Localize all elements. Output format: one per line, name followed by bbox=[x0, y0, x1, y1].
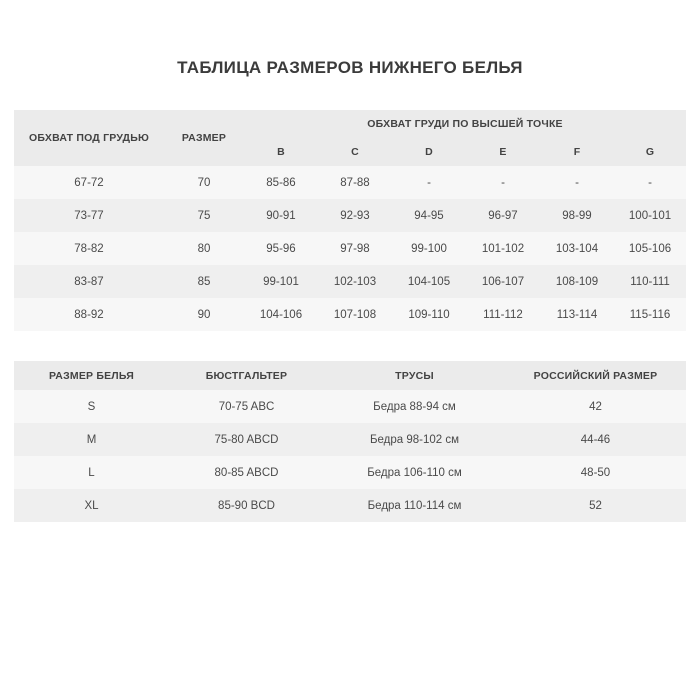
table2-header-row bbox=[14, 361, 686, 390]
header-underwear-size: РАЗМЕР БЕЛЬЯ bbox=[14, 361, 169, 390]
cell-underbust: 73-77 bbox=[14, 199, 164, 232]
cell-cup-e: 111-112 bbox=[466, 298, 540, 331]
cell-cup-e: 96-97 bbox=[466, 199, 540, 232]
header-underbust: ОБХВАТ ПОД ГРУДЬЮ bbox=[14, 110, 164, 166]
cell-cup-e: 106-107 bbox=[466, 265, 540, 298]
cell-cup-d: 99-100 bbox=[392, 232, 466, 265]
cell-cup-f: 113-114 bbox=[540, 298, 614, 331]
cell-cup-d: 104-105 bbox=[392, 265, 466, 298]
table2-head bbox=[14, 361, 686, 390]
cell-cup-d: - bbox=[392, 166, 466, 199]
cell-cup-g: - bbox=[614, 166, 686, 199]
cell-size: 75 bbox=[164, 199, 244, 232]
cell-cup-c: 92-93 bbox=[318, 199, 392, 232]
header-cup-g: G bbox=[614, 138, 686, 166]
cell-russian-size: 42 bbox=[505, 390, 686, 423]
cell-bra: 80-85 ABCD bbox=[169, 456, 324, 489]
cell-cup-f: 98-99 bbox=[540, 199, 614, 232]
cell-bra: 70-75 ABC bbox=[169, 390, 324, 423]
cell-cup-b: 104-106 bbox=[244, 298, 318, 331]
table-row bbox=[14, 456, 686, 489]
header-cup-c: C bbox=[318, 138, 392, 166]
table-row bbox=[14, 232, 686, 265]
cell-underwear-size: S bbox=[14, 390, 169, 423]
header-cup-d: D bbox=[392, 138, 466, 166]
cell-cup-d: 109-110 bbox=[392, 298, 466, 331]
cell-cup-c: 97-98 bbox=[318, 232, 392, 265]
table-row bbox=[14, 390, 686, 423]
cell-cup-c: 107-108 bbox=[318, 298, 392, 331]
cell-cup-c: 102-103 bbox=[318, 265, 392, 298]
cell-size: 85 bbox=[164, 265, 244, 298]
cell-russian-size: 52 bbox=[505, 489, 686, 522]
header-cup-f: F bbox=[540, 138, 614, 166]
cell-cup-f: 103-104 bbox=[540, 232, 614, 265]
table1-head bbox=[14, 110, 686, 166]
cell-underwear-size: XL bbox=[14, 489, 169, 522]
cell-cup-c: 87-88 bbox=[318, 166, 392, 199]
table1-body bbox=[14, 166, 686, 331]
bra-measurement-table bbox=[14, 110, 686, 331]
table-row bbox=[14, 423, 686, 456]
cell-underwear-size: M bbox=[14, 423, 169, 456]
cell-cup-g: 100-101 bbox=[614, 199, 686, 232]
cell-underbust: 83-87 bbox=[14, 265, 164, 298]
cell-russian-size: 44-46 bbox=[505, 423, 686, 456]
cell-cup-g: 105-106 bbox=[614, 232, 686, 265]
cell-cup-g: 115-116 bbox=[614, 298, 686, 331]
table-row bbox=[14, 489, 686, 522]
table-row bbox=[14, 298, 686, 331]
cell-cup-b: 85-86 bbox=[244, 166, 318, 199]
cell-underwear-size: L bbox=[14, 456, 169, 489]
cell-cup-e: 101-102 bbox=[466, 232, 540, 265]
cell-bra: 85-90 BCD bbox=[169, 489, 324, 522]
cell-panties: Бедра 88-94 см bbox=[324, 390, 505, 423]
clothing-size-table bbox=[14, 361, 686, 522]
table-row bbox=[14, 265, 686, 298]
table-row bbox=[14, 166, 686, 199]
cell-underbust: 67-72 bbox=[14, 166, 164, 199]
table-row bbox=[14, 199, 686, 232]
header-cup-e: E bbox=[466, 138, 540, 166]
cell-cup-g: 110-111 bbox=[614, 265, 686, 298]
cell-panties: Бедра 98-102 см bbox=[324, 423, 505, 456]
header-size: РАЗМЕР bbox=[164, 110, 244, 166]
header-russian-size: РОССИЙСКИЙ РАЗМЕР bbox=[505, 361, 686, 390]
cell-size: 90 bbox=[164, 298, 244, 331]
cell-underbust: 78-82 bbox=[14, 232, 164, 265]
cell-russian-size: 48-50 bbox=[505, 456, 686, 489]
cell-cup-f: - bbox=[540, 166, 614, 199]
cell-size: 70 bbox=[164, 166, 244, 199]
cell-cup-b: 90-91 bbox=[244, 199, 318, 232]
cell-cup-b: 99-101 bbox=[244, 265, 318, 298]
cell-cup-b: 95-96 bbox=[244, 232, 318, 265]
header-bust-group: ОБХВАТ ГРУДИ ПО ВЫСШЕЙ ТОЧКЕ bbox=[244, 110, 686, 138]
cell-panties: Бедра 110-114 см bbox=[324, 489, 505, 522]
header-cup-b: B bbox=[244, 138, 318, 166]
header-bra: БЮСТГАЛЬТЕР bbox=[169, 361, 324, 390]
table2-body bbox=[14, 390, 686, 522]
page-title: ТАБЛИЦА РАЗМЕРОВ НИЖНЕГО БЕЛЬЯ bbox=[177, 58, 523, 77]
cell-underbust: 88-92 bbox=[14, 298, 164, 331]
cell-cup-f: 108-109 bbox=[540, 265, 614, 298]
cell-panties: Бедра 106-110 см bbox=[324, 456, 505, 489]
cell-size: 80 bbox=[164, 232, 244, 265]
header-panties: ТРУСЫ bbox=[324, 361, 505, 390]
cell-cup-d: 94-95 bbox=[392, 199, 466, 232]
cell-cup-e: - bbox=[466, 166, 540, 199]
table1-header-row-1 bbox=[14, 110, 686, 138]
cell-bra: 75-80 ABCD bbox=[169, 423, 324, 456]
